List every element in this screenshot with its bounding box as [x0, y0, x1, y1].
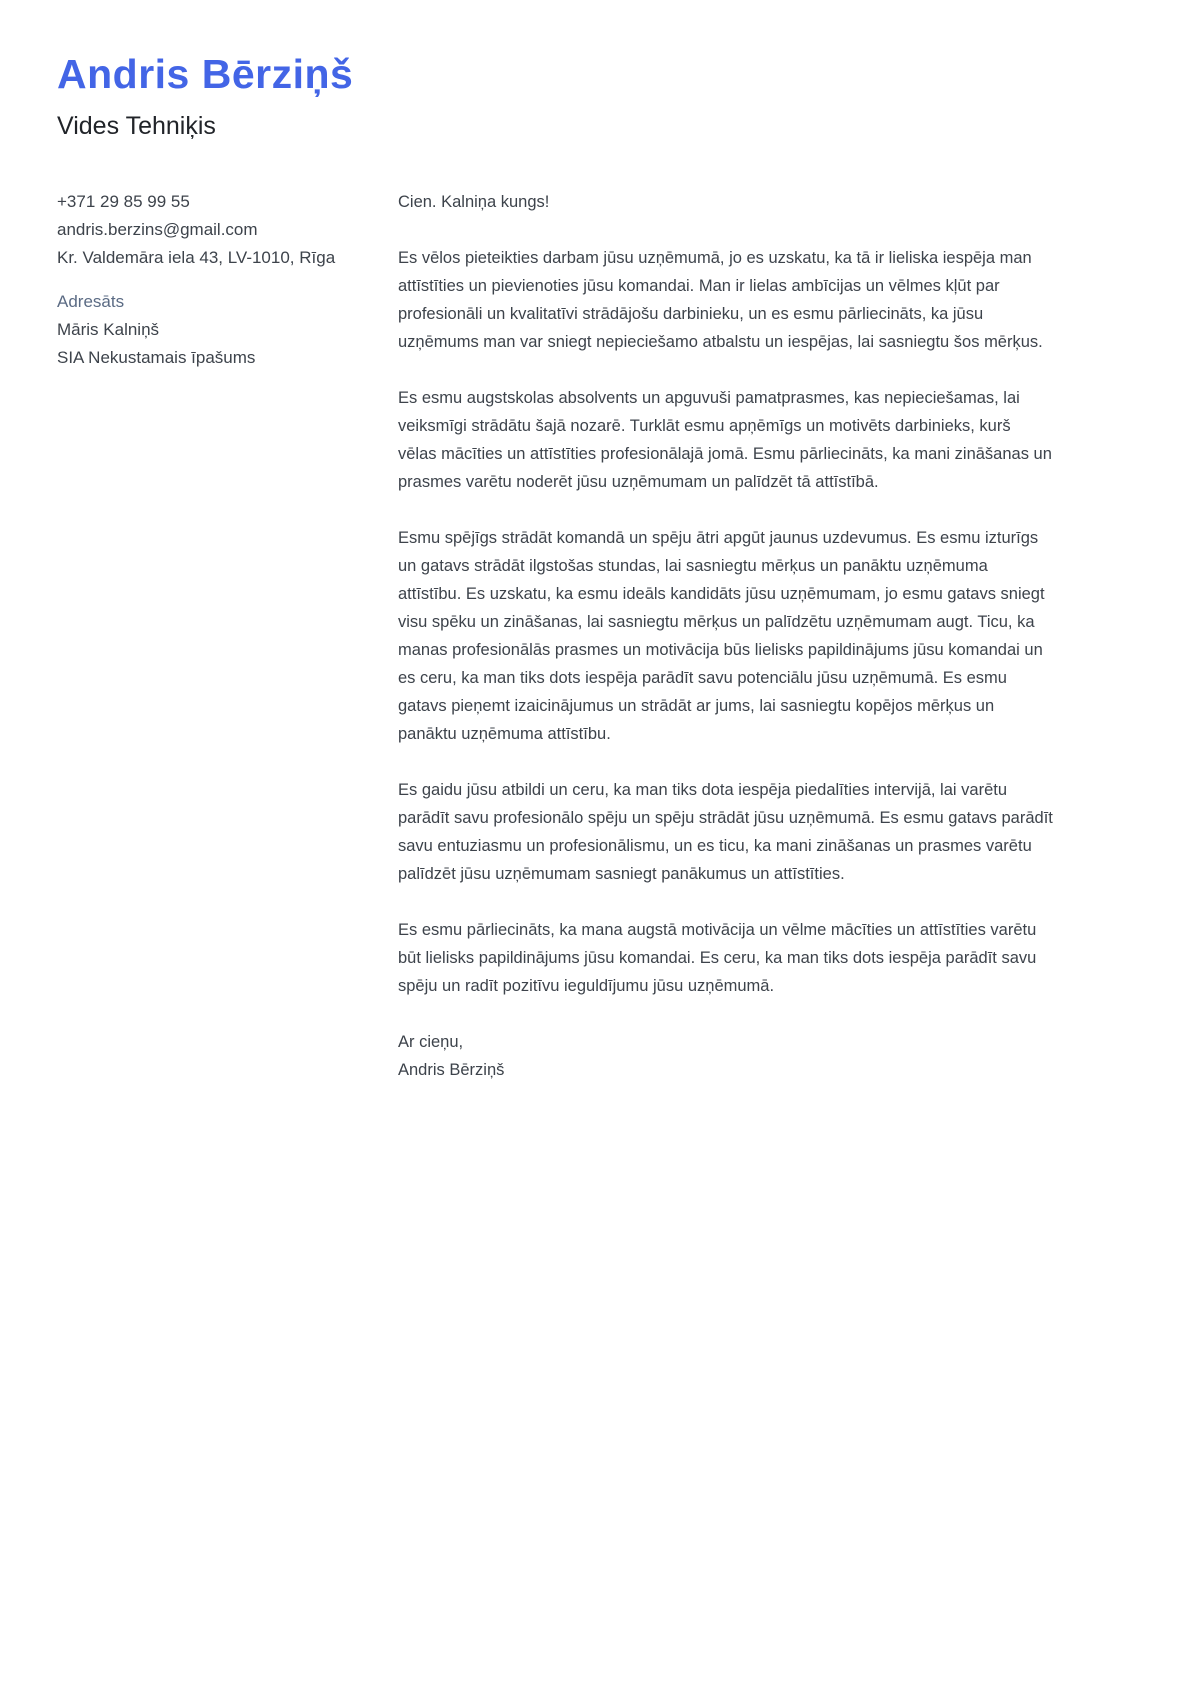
letter-body-column [398, 188, 1053, 1084]
recipient-label: Adresāts [57, 292, 125, 311]
letter-greeting: Cien. Kalniņa kungs! [398, 193, 550, 211]
letter-paragraph-4: Es gaidu jūsu atbildi un ceru, ka man tiks dota iespēja piedalīties intervijā, lai varētu parādīt savu profesionālo spēju un spēju strādāt jūsu uzņēmumā. Es esmu gatavs parādīt savu entuziasmu un profesionālismu, un es ticu, ka mani zināšanas un prasmes varētu palīdzēt jūsu uzņēmumam sasniegt panākumus un attīstīties. [398, 781, 1053, 883]
letter-signature: Andris Bērziņš [398, 1061, 505, 1079]
letter-header [57, 52, 353, 141]
recipient-company: SIA Nekustamais īpašums [57, 348, 256, 367]
sender-email: andris.berzins@gmail.com [57, 220, 258, 239]
recipient-name: Māris Kalniņš [57, 320, 160, 339]
person-name: Andris Bērziņš [57, 51, 354, 97]
letter-closing-block [398, 1028, 1053, 1084]
letter-paragraph-3: Esmu spējīgs strādāt komandā un spēju ātri apgūt jaunus uzdevumus. Es esmu izturīgs un gatavs strādāt ilgstošas stundas, lai sasniegtu mērķus un panāktu uzņēmuma attīstību. Es uzskatu, ka esmu ideāls kandidāts jūsu uzņēmumam, jo esmu gatavs sniegt visu spēku un zināšanas, lai sasniegtu mērķus un palīdzētu uzņēmumam augt. Ticu, ka manas profesionālās prasmes un motivācija būs lielisks papildinājums jūsu komandai un es ceru, ka man tiks dots iespēja parādīt savu potenciālu jūsu uzņēmumā. Es esmu gatavs pieņemt izaicinājumus un strādāt ar jums, lai sasniegtu kopējos mērķus un panāktu uzņēmuma attīstību. [398, 529, 1045, 743]
sender-address: Kr. Valdemāra iela 43, LV-1010, Rīga [57, 248, 336, 267]
letter-closing: Ar cieņu, [398, 1033, 464, 1051]
sender-info-column [57, 188, 387, 372]
person-job-title: Vides Tehniķis [57, 112, 216, 141]
letter-paragraph-2: Es esmu augstskolas absolvents un apguvuši pamatprasmes, kas nepieciešamas, lai veiksmīgi strādātu šajā nozarē. Turklāt esmu apņēmīgs un motivēts darbinieks, kurš vēlas mācīties un attīstīties profesionālajā jomā. Esmu pārliecināts, ka mani zināšanas un prasmes varētu noderēt jūsu uzņēmumam un palīdzēt tā attīstībā. [398, 389, 1052, 491]
letter-paragraph-1: Es vēlos pieteikties darbam jūsu uzņēmumā, jo es uzskatu, ka tā ir lieliska iespēja man attīstīties un pievienoties jūsu komandai. Man ir lielas ambīcijas un vēlmes kļūt par profesionāli un kvalitatīvi strādājošu darbinieku, un es esmu pārliecināts, ka jūsu uzņēmums man var sniegt nepieciešamo atbalstu un iespējas, lai sasniegtu šos mērķus. [398, 249, 1043, 351]
sender-phone: +371 29 85 99 55 [57, 192, 190, 211]
letter-paragraph-5: Es esmu pārliecināts, ka mana augstā motivācija un vēlme mācīties un attīstīties varētu būt lielisks papildinājums jūsu komandai. Es ceru, ka man tiks dots iespēja parādīt savu spēju un radīt pozitīvu ieguldījumu jūsu uzņēmumā. [398, 921, 1037, 995]
